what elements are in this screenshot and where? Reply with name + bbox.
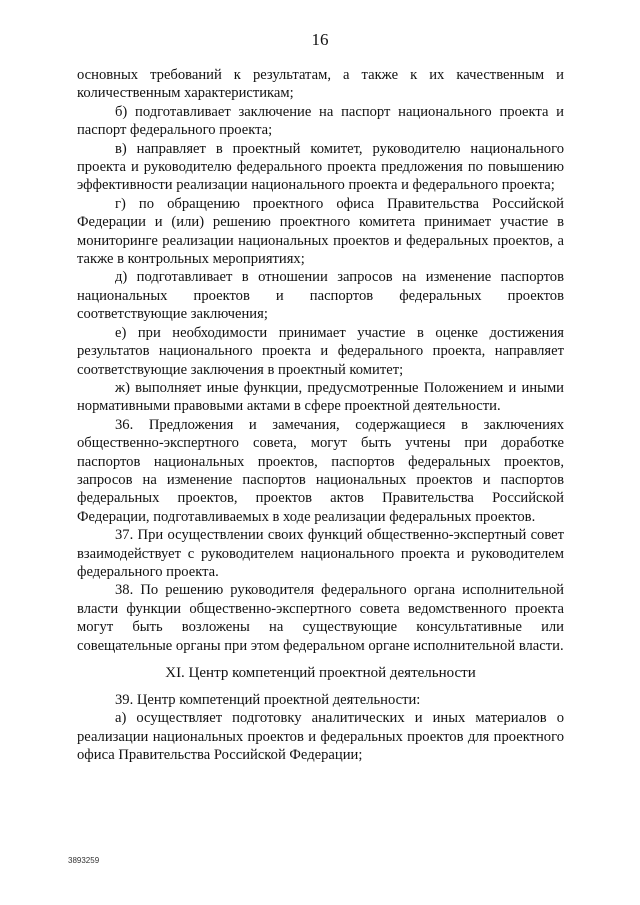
document-code: 3893259 <box>68 856 100 865</box>
paragraph-item-d: д) подготавливает в отношении запросов на изменение паспортов национальных проектов и паспортов федеральных проектов соответствующие заключения; <box>77 269 564 323</box>
paragraph-36: 36. Предложения и замечания, содержащиеся в заключениях общественно-экспертного совета, могут быть учтены при доработке паспортов национальных проектов, паспортов федеральных проектов, запросов на изменение паспортов национальных проектов и паспортов федеральных проектов, проектов актов Правительства Российской Федерации, подготавливаемых в ходе реализации федеральных проектов. <box>77 416 564 525</box>
paragraph-39-item-a: а) осуществляет подготовку аналитических и иных материалов о реализации национальных проектов и федеральных проектов для проектного офиса Правительства Российской Федерации; <box>77 710 564 764</box>
paragraph-item-v: в) направляет в проектный комитет, руководителю национального проекта и руководителю федерального проекта предложения по повышению эффективности реализации национального проекта и федерального проекта; <box>77 140 564 194</box>
paragraph-item-zh: ж) выполняет иные функции, предусмотренные Положением и иными нормативными правовыми актами в сфере проектной деятельности. <box>77 379 564 415</box>
paragraph-item-g: г) по обращению проектного офиса Правительства Российской Федерации и (или) решению проектного комитета принимает участие в мониторинге реализации национальных проектов и федеральных проектов, а также в контрольных мероприятиях; <box>77 195 564 268</box>
paragraph-38: 38. По решению руководителя федерального органа исполнительной власти функции общественно-экспертного совета ведомственного проекта могут быть возложены на существующие консультативные или совещательные органы при этом федеральном органе исполнительной власти. <box>77 582 564 654</box>
section-heading: XI. Центр компетенций проектной деятельности <box>165 665 476 681</box>
paragraph-37: 37. При осуществлении своих функций общественно-экспертный совет взаимодействует с руководителем национального проекта и руководителем федерального проекта. <box>77 527 564 580</box>
paragraph-continuation: основных требований к результатам, а также к их качественным и количественным характеристикам; <box>77 67 564 102</box>
page-number: 16 <box>311 30 329 49</box>
paragraph-item-b: б) подготавливает заключение на паспорт национального проекта и паспорт федерального проекта; <box>77 103 564 139</box>
document-body <box>77 66 564 765</box>
paragraph-39: 39. Центр компетенций проектной деятельности: <box>115 692 421 708</box>
paragraph-item-e: е) при необходимости принимает участие в оценке достижения результатов национального проекта и федерального проекта, направляет соответствующие заключения в проектный комитет; <box>77 324 564 378</box>
